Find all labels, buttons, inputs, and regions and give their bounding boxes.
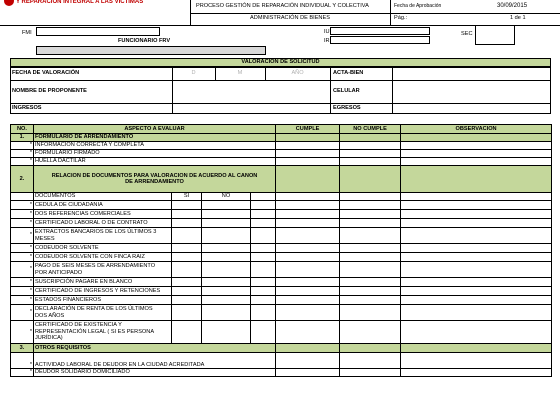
no-cell[interactable] xyxy=(202,262,251,278)
table-row xyxy=(11,253,552,262)
document-item xyxy=(34,287,172,296)
cumple-cell[interactable] xyxy=(276,278,340,287)
bullet: * xyxy=(11,262,34,278)
observacion-cell[interactable] xyxy=(401,150,552,158)
no-cell[interactable] xyxy=(202,210,251,219)
document-item-line: PAGO DE SEIS MESES DE ARRENDAMIENTO xyxy=(35,263,156,270)
no-cumple-cell[interactable] xyxy=(340,158,401,166)
section2-title-line-1: RELACION DE DOCUMENTOS PARA VALORACION DE ACUERDO AL CANON xyxy=(51,172,258,179)
observacion-cell[interactable] xyxy=(401,296,552,305)
no-cumple-cell[interactable] xyxy=(340,253,401,262)
bullet: * xyxy=(11,201,34,210)
no-cell[interactable] xyxy=(202,278,251,287)
si-cell[interactable] xyxy=(172,278,202,287)
document-item-line: CERTIFICADO DE EXISTENCIA Y xyxy=(35,322,122,329)
document-item xyxy=(34,201,172,210)
page-value: 1 de 1 xyxy=(510,15,526,21)
extra-cell xyxy=(251,228,276,244)
observacion-cell[interactable] xyxy=(401,210,552,219)
bullet: * xyxy=(11,150,34,158)
no-cumple-cell[interactable] xyxy=(340,353,401,369)
observacion-cell[interactable] xyxy=(401,353,552,369)
bullet: * xyxy=(11,369,34,377)
document-item-line: DOS REFERENCIAS COMERCIALES xyxy=(35,210,131,217)
list-item: ACTIVIDAD LABORAL DE DEUDOR EN LA CIUDAD ACREDITADA xyxy=(34,353,276,369)
document-item-line: EXTRACTOS BANCARIOS DE LOS ÚLTIMOS 3 xyxy=(35,229,157,236)
document-item-line: MESES xyxy=(35,235,55,242)
cumple-cell[interactable] xyxy=(276,142,340,150)
page-label: Pág.: xyxy=(394,15,408,21)
iu-label: IU xyxy=(324,29,330,35)
observacion-cell[interactable] xyxy=(401,142,552,150)
fmi-field[interactable] xyxy=(36,27,160,36)
extra-cell xyxy=(251,296,276,305)
si-cell[interactable] xyxy=(172,228,202,244)
cumple-cell[interactable] xyxy=(276,321,340,344)
si-cell[interactable] xyxy=(172,210,202,219)
observacion-cell[interactable] xyxy=(401,305,552,321)
docs-header: DOCUMENTOS xyxy=(34,193,172,201)
document-item-line: POR ANTICIPADO xyxy=(35,269,83,276)
table-row xyxy=(11,150,552,158)
val-row-line-1 xyxy=(10,80,551,81)
cumple-cell[interactable] xyxy=(276,210,340,219)
celular-label: CELULAR xyxy=(333,88,360,94)
egresos-label: EGRESOS xyxy=(333,105,361,111)
val-col-line-2 xyxy=(330,67,331,114)
bullet: * xyxy=(11,278,34,287)
si-cell[interactable] xyxy=(172,253,202,262)
observacion-cell[interactable] xyxy=(401,369,552,377)
cumple-cell[interactable] xyxy=(276,150,340,158)
bullet: * xyxy=(11,287,34,296)
bullet: * xyxy=(11,296,34,305)
process-title: PROCESO GESTIÓN DE REPARACIÓN INDIVIDUAL Y COLECTIVA xyxy=(196,3,369,9)
nombre-proponente-label: NOMBRE DE PROPONENTE xyxy=(12,88,87,94)
observacion-cell[interactable] xyxy=(401,158,552,166)
table-row xyxy=(11,305,552,321)
list-item: DEUDOR SOLIDARIO DOMICILIADO xyxy=(34,369,276,377)
bullet: * xyxy=(11,210,34,219)
bullet: * xyxy=(11,228,34,244)
cumple-cell[interactable] xyxy=(276,219,340,228)
cumple-cell[interactable] xyxy=(276,369,340,377)
document-item xyxy=(34,253,172,262)
cumple-cell[interactable] xyxy=(276,201,340,210)
no-cell[interactable] xyxy=(202,287,251,296)
si-cell[interactable] xyxy=(172,296,202,305)
document-item xyxy=(34,219,172,228)
si-cell[interactable] xyxy=(172,219,202,228)
sec-label: SEC xyxy=(461,31,473,37)
document-item xyxy=(34,228,172,244)
document-item xyxy=(34,321,172,344)
document-item-line: JURÍDICA) xyxy=(35,335,63,342)
bullet: * xyxy=(11,321,34,344)
document-item xyxy=(34,305,172,321)
si-header: SI xyxy=(172,193,202,201)
extra-cell xyxy=(251,201,276,210)
table-row xyxy=(11,262,552,278)
header-divider-mid xyxy=(190,13,560,14)
table-row xyxy=(11,158,552,166)
document-item-line: CEDULA DE CIUDADANIA xyxy=(35,201,103,208)
extra-cell xyxy=(251,278,276,287)
no-cumple-cell[interactable] xyxy=(340,228,401,244)
document-item-line: SUSCRIPCIÓN PAGARE EN BLANCO xyxy=(35,278,133,285)
funcionario-field[interactable] xyxy=(36,46,266,55)
fecha-m[interactable]: M xyxy=(237,70,243,76)
funcionario-label: FUNCIONARIO FRV xyxy=(118,38,171,44)
bullet: * xyxy=(11,142,34,150)
document-item xyxy=(34,244,172,253)
table-row xyxy=(11,219,552,228)
ingresos-label: INGRESOS xyxy=(12,105,42,111)
header-divider-bottom xyxy=(0,20,190,21)
cumple-cell[interactable] xyxy=(276,353,340,369)
cumple-cell[interactable] xyxy=(276,253,340,262)
no-cell[interactable] xyxy=(202,228,251,244)
cumple-cell[interactable] xyxy=(276,158,340,166)
cumple-cell[interactable] xyxy=(276,228,340,244)
no-cumple-cell[interactable] xyxy=(340,210,401,219)
list-item: INFORMACIÓN CORRECTA Y COMPLETA xyxy=(34,142,276,150)
bullet: * xyxy=(11,353,34,369)
table-row xyxy=(11,369,552,377)
table-row xyxy=(11,210,552,219)
document-item-line: DECLARACIÓN DE RENTA DE LOS ÚLTIMOS xyxy=(35,306,153,313)
col-header-aspecto: ASPECTO A EVALUAR xyxy=(34,125,276,134)
no-cumple-cell[interactable] xyxy=(340,287,401,296)
si-cell[interactable] xyxy=(172,287,202,296)
cumple-cell[interactable] xyxy=(276,296,340,305)
observacion-cell[interactable] xyxy=(401,321,552,344)
bullet: * xyxy=(11,305,34,321)
section1-title: FORMULARIO DE ARRENDAMIENTO xyxy=(34,134,276,142)
table-row xyxy=(11,296,552,305)
no-cumple-cell[interactable] xyxy=(340,278,401,287)
fecha-valoracion-label: FECHA DE VALORACIÓN xyxy=(12,70,80,76)
table-row xyxy=(11,287,552,296)
no-cumple-cell[interactable] xyxy=(340,219,401,228)
cumple-cell[interactable] xyxy=(276,305,340,321)
si-cell[interactable] xyxy=(172,321,202,344)
observacion-cell[interactable] xyxy=(401,262,552,278)
no-cumple-cell[interactable] xyxy=(340,150,401,158)
col-header-no-cumple: NO CUMPLE xyxy=(340,125,401,134)
admin-title: ADMINISTRACIÓN DE BIENES xyxy=(250,15,330,21)
table-row xyxy=(11,244,552,253)
valoracion-title: VALORACIÓN DE SOLICITUD xyxy=(241,59,320,65)
table-row xyxy=(11,278,552,287)
no-cumple-cell[interactable] xyxy=(340,244,401,253)
cumple-cell[interactable] xyxy=(276,244,340,253)
sec-field[interactable] xyxy=(475,25,515,45)
approval-date: 30/09/2015 xyxy=(497,3,528,9)
extra-cell xyxy=(251,253,276,262)
no-header: NO xyxy=(202,193,251,201)
section2-title xyxy=(34,166,276,193)
document-item xyxy=(34,296,172,305)
observacion-cell[interactable] xyxy=(401,201,552,210)
observacion-cell[interactable] xyxy=(401,253,552,262)
no-cell[interactable] xyxy=(202,253,251,262)
table-row xyxy=(11,142,552,150)
extra-cell xyxy=(251,262,276,278)
section2-number: 2. xyxy=(11,166,34,193)
bullet: * xyxy=(11,244,34,253)
observacion-cell[interactable] xyxy=(401,278,552,287)
acta-bien-label: ACTA-BIEN xyxy=(333,70,364,76)
no-cell[interactable] xyxy=(202,305,251,321)
document-item-line: DOS AÑOS xyxy=(35,312,65,319)
si-cell[interactable] xyxy=(172,201,202,210)
no-cumple-cell[interactable] xyxy=(340,369,401,377)
ir-field[interactable] xyxy=(330,36,430,44)
document-item xyxy=(34,210,172,219)
bullet: * xyxy=(11,253,34,262)
extra-cell xyxy=(251,244,276,253)
si-cell[interactable] xyxy=(172,262,202,278)
no-cell[interactable] xyxy=(202,296,251,305)
list-item: HUELLA DACTILAR xyxy=(34,158,276,166)
observacion-cell[interactable] xyxy=(401,219,552,228)
extra-cell xyxy=(251,321,276,344)
observacion-cell[interactable] xyxy=(401,228,552,244)
col-header-observacion: OBSERVACION xyxy=(401,125,552,134)
cumple-cell[interactable] xyxy=(276,262,340,278)
no-cell[interactable] xyxy=(202,219,251,228)
col-header-no: NO. xyxy=(11,125,34,134)
section1-number: 1. xyxy=(11,134,34,142)
document-item-line: CERTIFICADO LABORAL O DE CONTRATO xyxy=(35,219,148,226)
no-cumple-cell[interactable] xyxy=(340,142,401,150)
approval-label: Fecha de Aprobación xyxy=(394,3,442,9)
extra-cell xyxy=(251,219,276,228)
si-cell[interactable] xyxy=(172,305,202,321)
document-item-line: ESTADOS FINANCIEROS xyxy=(35,296,102,303)
evaluation-table xyxy=(10,124,552,377)
table-row xyxy=(11,353,552,369)
document-item-line: CODEUDOR SOLVENTE xyxy=(35,244,99,251)
fecha-ano[interactable]: AÑO xyxy=(291,70,304,76)
table-row xyxy=(11,321,552,344)
table-row xyxy=(11,201,552,210)
val-col-line-3 xyxy=(392,67,393,114)
col-header-cumple: CUMPLE xyxy=(276,125,340,134)
no-cumple-cell[interactable] xyxy=(340,321,401,344)
document-item-line: CODEUDOR SOLVENTE CON FINCA RAIZ xyxy=(35,253,145,260)
val-row-line-2 xyxy=(10,103,551,104)
extra-cell xyxy=(251,210,276,219)
ir-label: IR xyxy=(324,38,330,44)
observacion-cell[interactable] xyxy=(401,287,552,296)
no-cell[interactable] xyxy=(202,244,251,253)
extra-cell xyxy=(251,287,276,296)
bullet: * xyxy=(11,219,34,228)
extra-cell xyxy=(251,305,276,321)
list-item: FORMULARIO FIRMADO xyxy=(34,150,276,158)
cumple-cell[interactable] xyxy=(276,287,340,296)
no-cumple-cell[interactable] xyxy=(340,262,401,278)
no-cumple-cell[interactable] xyxy=(340,296,401,305)
document-item xyxy=(34,278,172,287)
document-item xyxy=(34,262,172,278)
fecha-d[interactable]: D xyxy=(191,70,196,76)
no-cell[interactable] xyxy=(202,201,251,210)
document-item-line: CERTIFICADO DE INGRESOS Y RETENCIONES xyxy=(35,287,161,294)
table-row xyxy=(11,228,552,244)
no-cumple-cell[interactable] xyxy=(340,305,401,321)
section2-title-line-2: DE ARRENDAMIENTO xyxy=(125,179,184,185)
no-cell[interactable] xyxy=(202,321,251,344)
document-item-line: REPRESENTACIÓN LEGAL ( SI ES PERSONA xyxy=(35,328,155,335)
fmi-label: FMI xyxy=(22,30,32,36)
si-cell[interactable] xyxy=(172,244,202,253)
no-cumple-cell[interactable] xyxy=(340,201,401,210)
org-name: Y REPARACIÓN INTEGRAL A LAS VÍCTIMAS xyxy=(16,0,144,5)
bullet: * xyxy=(11,158,34,166)
iu-field[interactable] xyxy=(330,27,430,35)
section3-number: 3. xyxy=(11,344,34,353)
observacion-cell[interactable] xyxy=(401,244,552,253)
section3-title: OTROS REQUISITOS xyxy=(34,344,276,353)
